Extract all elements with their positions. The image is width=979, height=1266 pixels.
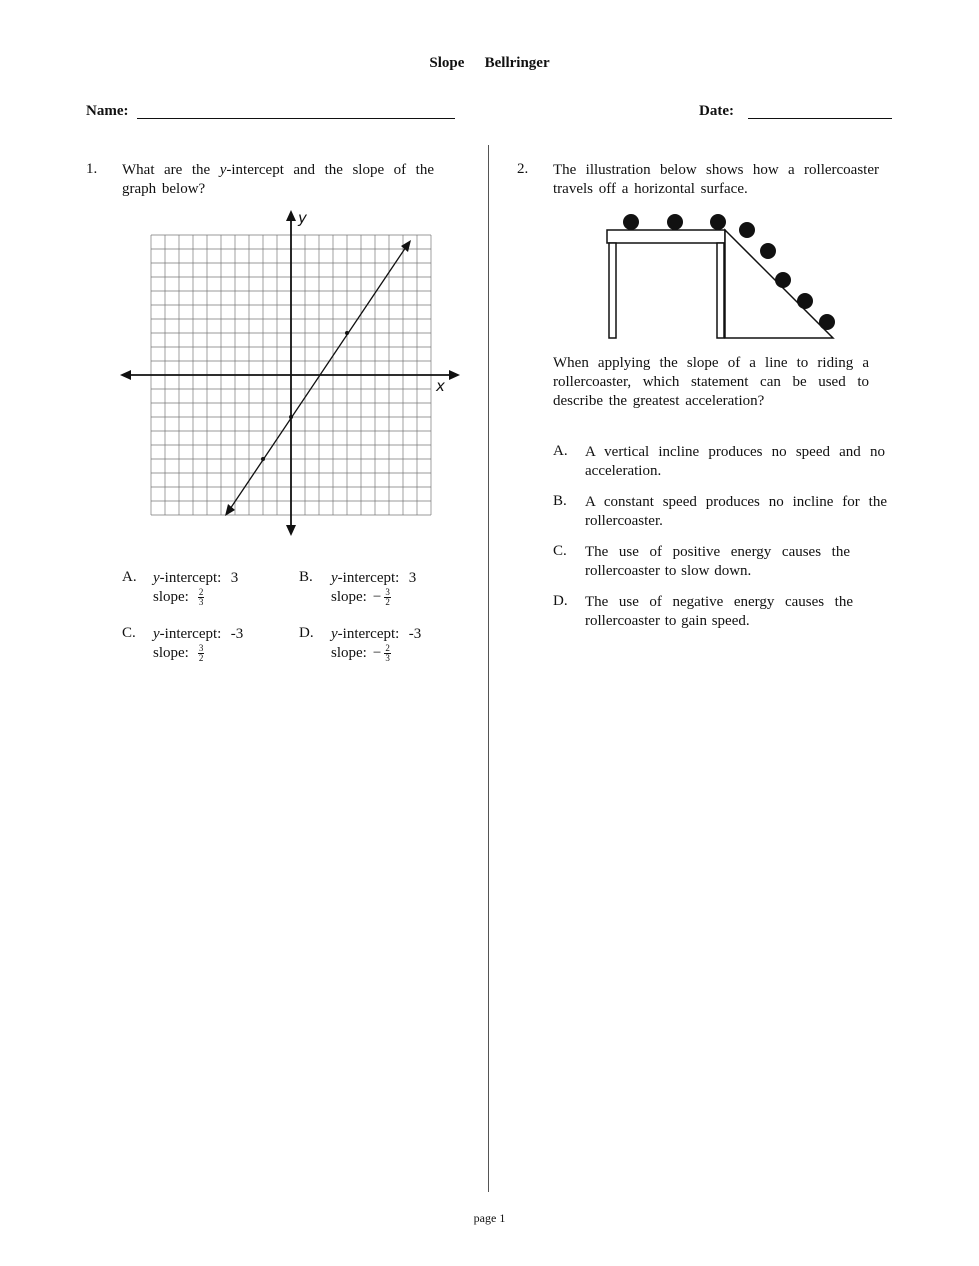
q1-option-d[interactable] [331, 625, 421, 663]
q1-option-a[interactable] [153, 569, 238, 607]
q1-option-d-intercept: -intercept: -3 [337, 626, 422, 642]
q1-option-d-num: 2 [385, 643, 390, 654]
q1-option-a-fraction [198, 588, 205, 607]
plotted-line [228, 244, 408, 512]
q1-option-b-den: 2 [385, 597, 390, 608]
q1-option-a-var: y [153, 570, 160, 586]
question-2-prompt: When applying the slope of a line to riding a rollercoaster, which statement can be used to describe the greatest acceleration? [553, 355, 869, 409]
table-top [607, 230, 725, 243]
q2-option-c[interactable]: The use of positive energy causes the rollercoaster to slow down. [585, 544, 850, 579]
q1-option-c-intercept: -intercept: -3 [159, 626, 244, 642]
plotted-line-arrow-bottom [225, 504, 235, 516]
q1-option-a-num: 2 [198, 587, 204, 598]
q1-option-d-den: 3 [385, 653, 390, 664]
q1-option-c-var: y [153, 626, 160, 642]
q1-option-c-fraction [198, 644, 205, 663]
q1-option-a-den: 3 [198, 597, 204, 608]
q1-option-b-num: 3 [385, 587, 390, 598]
q1-option-b-letter[interactable]: B. [299, 569, 313, 585]
q1-option-a-letter[interactable]: A. [122, 569, 137, 585]
ball-4 [739, 222, 755, 238]
q2-option-a-letter[interactable]: A. [553, 443, 568, 459]
q2-option-d[interactable]: The use of negative energy causes the rollercoaster to gain speed. [585, 594, 853, 629]
q1-option-c[interactable] [153, 625, 243, 663]
q1-option-b-var: y [331, 570, 338, 586]
q1-option-b-intercept: -intercept: 3 [337, 570, 417, 586]
q1-option-b-sign: − [372, 589, 382, 605]
ball-6 [775, 272, 791, 288]
name-field-line[interactable] [137, 118, 455, 119]
q2-option-d-letter[interactable]: D. [553, 593, 568, 609]
q1-option-c-num: 3 [198, 643, 204, 654]
q1-option-b[interactable] [331, 569, 416, 607]
q2-option-a[interactable]: A vertical incline produces no speed and no acceleration. [585, 444, 885, 479]
page-number: page 1 [473, 1211, 506, 1225]
q1-option-a-intercept: -intercept: 3 [159, 570, 239, 586]
q1-option-d-var: y [331, 626, 338, 642]
table-leg-right [717, 243, 724, 338]
q1-option-d-sign: − [372, 645, 382, 661]
page-title: Slope Bellringer [429, 55, 550, 71]
q1-option-b-fraction [384, 588, 391, 607]
name-label: Name: [86, 103, 129, 119]
table-leg-left [609, 243, 616, 338]
q1-option-d-letter[interactable]: D. [299, 625, 314, 641]
x-axis-right-arrow [449, 370, 460, 380]
question-1-text [122, 161, 434, 199]
ball-3 [710, 214, 726, 230]
q1-option-b-slope-label: slope: [331, 589, 367, 605]
ball-5 [760, 243, 776, 259]
ball-8 [819, 314, 835, 330]
question-1-text-post: -intercept and the slope of the graph below? [122, 162, 434, 197]
date-field-line[interactable] [748, 118, 892, 119]
question-2-text: The illustration below shows how a rollercoaster travels off a horizontal surface. [553, 162, 879, 197]
question-2-number: 2. [517, 161, 529, 177]
point-upper [345, 331, 349, 335]
ball-2 [667, 214, 683, 230]
ball-7 [797, 293, 813, 309]
point-lower [261, 457, 265, 461]
question-1-text-var: y [219, 162, 227, 178]
date-label: Date: [699, 103, 734, 119]
ball-1 [623, 214, 639, 230]
point-y-intercept [289, 415, 293, 419]
column-divider [488, 145, 489, 1192]
q2-option-b[interactable]: A constant speed produces no incline for the rollercoaster. [585, 494, 887, 529]
rollercoaster-illustration [603, 210, 839, 344]
x-axis-label: x [436, 377, 445, 395]
x-axis-left-arrow [120, 370, 131, 380]
q1-option-c-den: 2 [198, 653, 204, 664]
y-axis-up-arrow [286, 210, 296, 221]
question-1-text-pre: What are the [122, 162, 220, 178]
question-1-number: 1. [86, 161, 98, 177]
q1-option-c-slope-label: slope: [153, 645, 189, 661]
plotted-line-arrow-top [401, 240, 411, 252]
q2-option-c-letter[interactable]: C. [553, 543, 567, 559]
q2-option-b-letter[interactable]: B. [553, 493, 567, 509]
q1-option-a-slope-label: slope: [153, 589, 189, 605]
y-axis-down-arrow [286, 525, 296, 536]
q1-option-c-letter[interactable]: C. [122, 625, 136, 641]
q1-option-d-slope-label: slope: [331, 645, 367, 661]
y-axis-label: y [298, 209, 307, 227]
coordinate-graph [118, 208, 463, 540]
q1-option-d-fraction [384, 644, 391, 663]
